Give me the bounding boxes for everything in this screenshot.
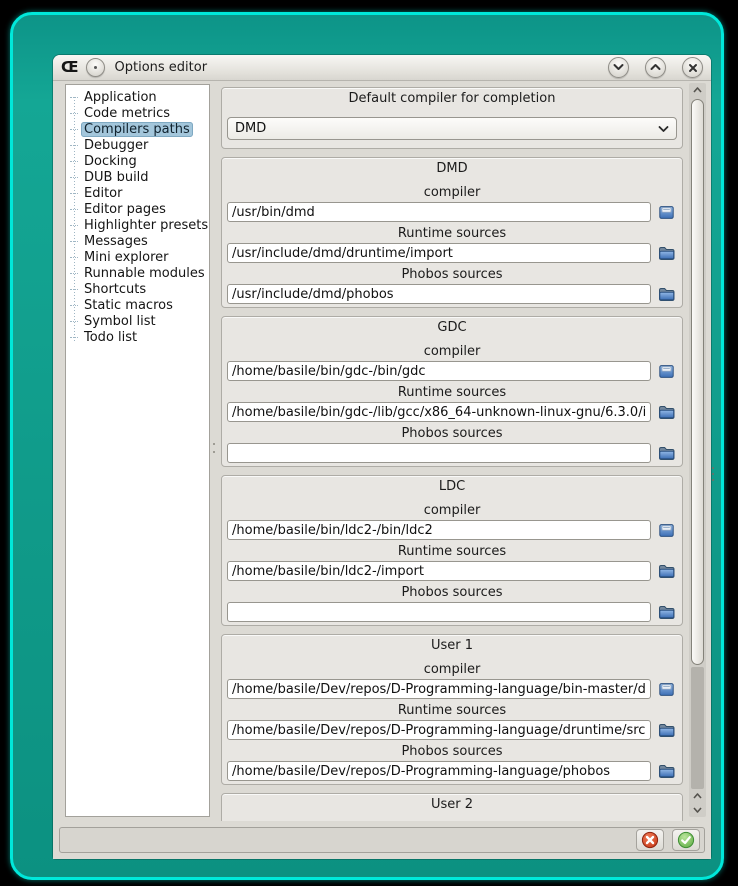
tree-branch-icon — [70, 289, 78, 290]
tree-branch-icon — [70, 273, 78, 274]
chevron-down-icon — [658, 125, 669, 133]
tree-branch-icon — [70, 177, 78, 178]
tree-branch-icon — [70, 305, 78, 306]
group-title: Default compiler for completion — [348, 91, 556, 106]
sidebar-item-label: Todo list — [84, 329, 138, 345]
field-label: Runtime sources — [397, 385, 507, 400]
sidebar-item-label: Messages — [84, 233, 148, 249]
path-input[interactable] — [227, 720, 651, 740]
tree-branch-icon — [70, 257, 78, 258]
field-label: Runtime sources — [397, 544, 507, 559]
group-title: User 2 — [430, 797, 474, 812]
folder-icon — [658, 405, 675, 420]
field-row — [222, 243, 682, 263]
browse-button[interactable] — [654, 402, 678, 422]
folder-icon — [658, 605, 675, 620]
titlebar[interactable] — [53, 55, 711, 81]
sidebar-item-label: Code metrics — [84, 105, 171, 121]
field-label: Phobos sources — [401, 426, 503, 441]
tree-branch-icon — [70, 193, 78, 194]
chevron-up-icon — [650, 63, 661, 71]
sidebar-item-code-metrics[interactable] — [70, 105, 209, 121]
tree-branch-icon — [70, 225, 78, 226]
field-row — [222, 679, 682, 699]
tree-branch-icon — [70, 145, 78, 146]
field-row — [222, 202, 682, 222]
ok-icon — [677, 831, 695, 849]
sidebar-item-label: Highlighter presets — [84, 217, 209, 233]
field-label: Phobos sources — [401, 267, 503, 282]
browse-button[interactable] — [654, 561, 678, 581]
vertical-scrollbar[interactable] — [689, 83, 706, 817]
browse-button[interactable] — [654, 720, 678, 740]
browse-button[interactable] — [654, 284, 678, 304]
sidebar-item-editor[interactable] — [70, 185, 209, 201]
window-resize-grip[interactable] — [711, 467, 715, 481]
sidebar-item-symbol-list[interactable] — [70, 313, 209, 329]
sidebar-item-label: Compilers paths — [81, 122, 193, 137]
browse-button[interactable] — [654, 602, 678, 622]
scrollbar-track[interactable] — [691, 667, 704, 789]
sidebar-item-label: Runnable modules — [84, 265, 205, 281]
unshade-button[interactable] — [645, 57, 666, 78]
window-manager-frame — [10, 12, 724, 880]
path-input[interactable] — [227, 443, 651, 463]
field-row — [222, 443, 682, 463]
file-icon — [658, 205, 675, 220]
sidebar-item-compilers-paths[interactable] — [70, 121, 209, 137]
sidebar-item-label: Editor pages — [84, 201, 166, 217]
splitter-handle[interactable] — [211, 443, 217, 453]
field-label: Phobos sources — [401, 744, 503, 759]
sidebar-item-todo-list[interactable] — [70, 329, 209, 345]
field-label: Phobos sources — [401, 585, 503, 600]
sidebar-item-label: Application — [84, 89, 157, 105]
tree-branch-icon — [70, 113, 78, 114]
tree-branch-icon — [70, 321, 78, 322]
path-input[interactable] — [227, 361, 651, 381]
field-row — [222, 284, 682, 304]
sidebar-item-dub-build[interactable] — [70, 169, 209, 185]
sidebar-item-shortcuts[interactable] — [70, 281, 209, 297]
chevron-up-icon — [693, 87, 702, 93]
field-label: Runtime sources — [397, 703, 507, 718]
field-label: compiler — [423, 503, 481, 518]
sidebar-item-label: Mini explorer — [84, 249, 169, 265]
scroll-down-button[interactable] — [689, 803, 706, 817]
window-menu-button[interactable] — [86, 58, 105, 77]
app-logo-icon: Œ — [61, 58, 79, 76]
file-icon — [658, 523, 675, 538]
options-editor-window — [53, 55, 711, 859]
file-icon — [658, 682, 675, 697]
sidebar-item-application[interactable] — [70, 89, 209, 105]
compiler-group-gdc — [221, 316, 683, 467]
field-label: Runtime sources — [397, 226, 507, 241]
field-row — [222, 402, 682, 422]
sidebar-item-runnable-modules[interactable] — [70, 265, 209, 281]
sidebar-item-label: DUB build — [84, 169, 149, 185]
field-row — [222, 561, 682, 581]
field-row — [222, 520, 682, 540]
browse-button[interactable] — [654, 520, 678, 540]
group-title: LDC — [438, 479, 466, 494]
path-input[interactable] — [227, 761, 651, 781]
path-input[interactable] — [227, 284, 651, 304]
path-input[interactable] — [227, 561, 651, 581]
folder-icon — [658, 446, 675, 461]
default-compiler-value: DMD — [235, 121, 267, 136]
sidebar-item-static-macros[interactable] — [70, 297, 209, 313]
field-row — [222, 761, 682, 781]
tree-branch-icon — [70, 97, 78, 98]
folder-icon — [658, 723, 675, 738]
group-title: DMD — [436, 161, 468, 176]
scroll-up-button[interactable] — [689, 83, 706, 97]
sidebar-item-label: Shortcuts — [84, 281, 147, 297]
scrollbar-thumb[interactable] — [691, 99, 704, 665]
sidebar-item-label: Editor — [84, 185, 123, 201]
sidebar-item-editor-pages[interactable] — [70, 201, 209, 217]
tree-branch-icon — [70, 129, 78, 130]
scroll-up-secondary-button[interactable] — [689, 789, 706, 803]
options-panel — [218, 81, 686, 821]
folder-icon — [658, 564, 675, 579]
default-compiler-group — [221, 87, 683, 149]
sidebar-tree — [66, 85, 209, 345]
sidebar-item-messages[interactable] — [70, 233, 209, 249]
browse-button[interactable] — [654, 679, 678, 699]
field-label: compiler — [423, 662, 481, 677]
sidebar-item-highlighter-presets[interactable] — [70, 217, 209, 233]
folder-icon — [658, 287, 675, 302]
tree-branch-icon — [70, 241, 78, 242]
browse-button[interactable] — [654, 202, 678, 222]
sidebar-item-label: Debugger — [84, 137, 149, 153]
browse-button[interactable] — [654, 761, 678, 781]
cancel-button[interactable] — [636, 829, 664, 851]
browse-button[interactable] — [654, 361, 678, 381]
statusbar — [59, 827, 705, 853]
close-icon — [688, 63, 698, 73]
sidebar-item-label: Symbol list — [84, 313, 156, 329]
field-row — [222, 720, 682, 740]
compiler-group-dmd — [221, 157, 683, 308]
path-input[interactable] — [227, 679, 651, 699]
compiler-group-user2 — [221, 793, 683, 821]
path-input[interactable] — [227, 243, 651, 263]
compiler-groups — [221, 157, 683, 785]
window-menu-icon — [94, 66, 97, 69]
compiler-group-user-1 — [221, 634, 683, 785]
category-list[interactable] — [65, 84, 210, 817]
sidebar-item-label: Docking — [84, 153, 137, 169]
path-input[interactable] — [227, 402, 651, 422]
sidebar-item-docking[interactable] — [70, 153, 209, 169]
group-title: User 1 — [430, 638, 474, 653]
default-compiler-select[interactable] — [227, 117, 677, 140]
sidebar-item-mini-explorer[interactable] — [70, 249, 209, 265]
field-label: compiler — [423, 185, 481, 200]
chevron-down-icon — [693, 807, 702, 813]
tree-branch-icon — [70, 161, 78, 162]
sidebar-item-debugger[interactable] — [70, 137, 209, 153]
close-button[interactable] — [682, 57, 703, 78]
path-input[interactable] — [227, 202, 651, 222]
cancel-icon — [641, 831, 659, 849]
tree-branch-icon — [70, 209, 78, 210]
path-input[interactable] — [227, 520, 651, 540]
chevron-up-icon — [693, 793, 702, 799]
file-icon — [658, 364, 675, 379]
chevron-down-icon — [613, 63, 624, 71]
tree-branch-icon — [70, 337, 78, 338]
window-content — [53, 81, 711, 859]
shade-button[interactable] — [608, 57, 629, 78]
folder-icon — [658, 764, 675, 779]
field-row — [222, 602, 682, 622]
browse-button[interactable] — [654, 443, 678, 463]
browse-button[interactable] — [654, 243, 678, 263]
group-title: GDC — [437, 320, 467, 335]
path-input[interactable] — [227, 602, 651, 622]
folder-icon — [658, 246, 675, 261]
sidebar-item-label: Static macros — [84, 297, 173, 313]
accept-button[interactable] — [672, 829, 700, 851]
field-row — [222, 361, 682, 381]
field-label: compiler — [423, 344, 481, 359]
compiler-group-ldc — [221, 475, 683, 626]
window-title: Options editor — [114, 60, 208, 75]
